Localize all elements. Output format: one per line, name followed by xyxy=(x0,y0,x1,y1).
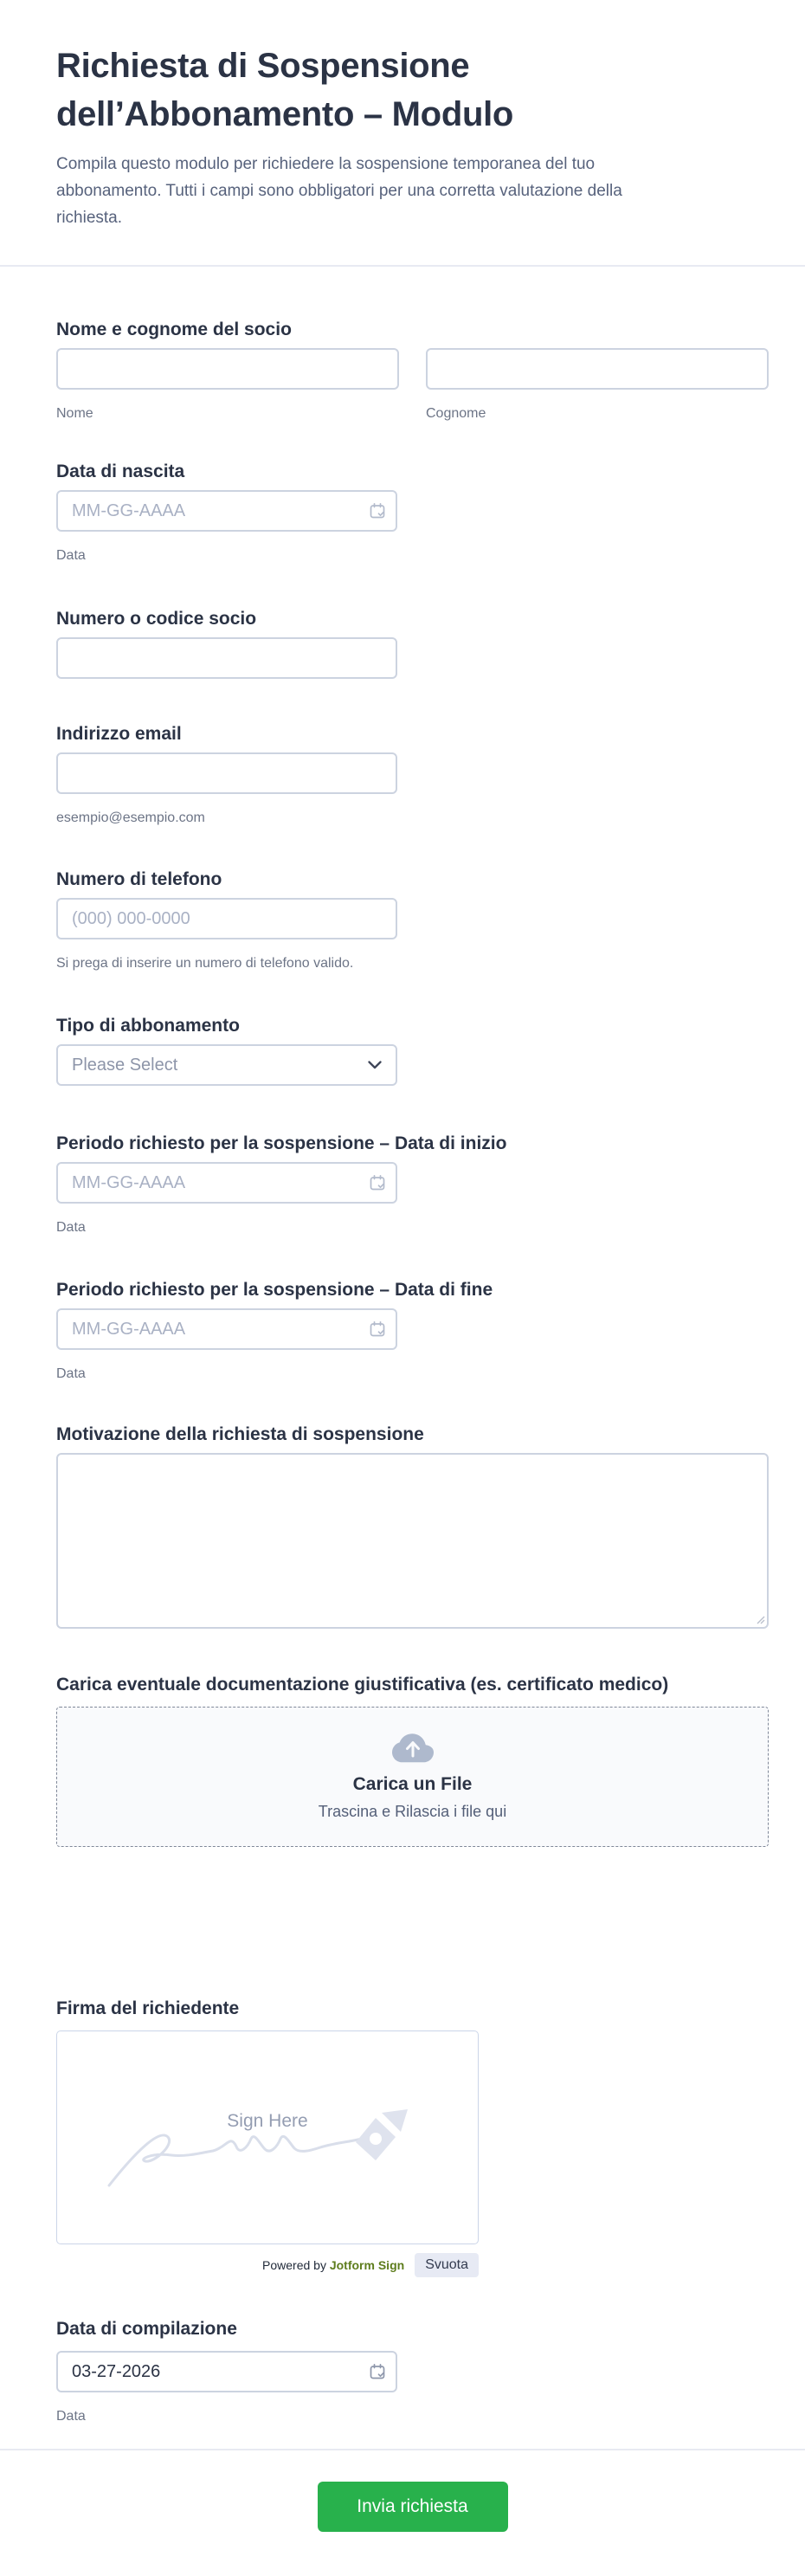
phone-sublabel: Si prega di inserire un numero di telefono valido. xyxy=(56,956,354,971)
reason-label: Motivazione della richiesta di sospensione xyxy=(56,1424,424,1444)
upload-title: Carica un File xyxy=(352,1774,473,1794)
first-name-input[interactable] xyxy=(56,348,399,390)
full-name-label: Nome e cognome del socio xyxy=(56,320,292,339)
email-field[interactable] xyxy=(56,752,397,794)
page-title: Richiesta di Sospensione dell’Abbonamento – Modulo xyxy=(56,47,514,133)
upload-hint: Trascina e Rilascia i file qui xyxy=(318,1803,507,1820)
birthdate-label: Data di nascita xyxy=(56,462,185,481)
form-description-line: Compila questo modulo per richiedere la sospensione temporanea del tuo xyxy=(56,155,596,173)
start-date-sublabel: Data xyxy=(56,1220,86,1235)
last-name-sublabel: Cognome xyxy=(426,406,486,421)
subscription-type-select[interactable] xyxy=(56,1044,397,1086)
form-header xyxy=(0,0,805,267)
jotform-sign-brand: Jotform Sign xyxy=(329,2258,405,2272)
member-code-label: Numero o codice socio xyxy=(56,609,257,629)
end-date-sublabel: Data xyxy=(56,1366,86,1381)
field-signature xyxy=(56,1998,769,2277)
file-dropzone[interactable] xyxy=(56,1707,769,1847)
email-label: Indirizzo email xyxy=(56,724,182,744)
field-phone xyxy=(56,868,769,972)
calendar-icon[interactable] xyxy=(369,1174,386,1191)
start-date-input[interactable] xyxy=(56,1162,397,1204)
form-description-line: richiesta. xyxy=(56,209,123,227)
field-start-date xyxy=(56,1133,769,1236)
end-date-label: Periodo richiesto per la sospensione – Data di fine xyxy=(56,1280,493,1300)
member-code-input[interactable] xyxy=(56,637,397,679)
signature-placeholder-art xyxy=(57,2031,480,2245)
fill-date-input[interactable] xyxy=(56,2351,397,2392)
form-body xyxy=(0,319,805,2425)
calendar-icon[interactable] xyxy=(369,1320,386,1338)
chevron-down-icon xyxy=(368,1061,382,1069)
field-subscription-type xyxy=(56,1015,769,1086)
calendar-icon[interactable] xyxy=(369,2363,386,2380)
clear-signature-button[interactable]: Svuota xyxy=(415,2253,479,2277)
field-upload xyxy=(56,1674,769,1847)
subscription-type-selected-value: Please Select xyxy=(72,1055,178,1075)
calendar-icon[interactable] xyxy=(369,502,386,520)
last-name-input[interactable] xyxy=(426,348,769,390)
submit-button[interactable]: Invia richiesta xyxy=(318,2482,508,2532)
field-email xyxy=(56,723,769,827)
field-member-code xyxy=(56,608,769,679)
powered-by-text: Powered by xyxy=(262,2258,326,2272)
end-date-input[interactable] xyxy=(56,1308,397,1350)
field-birthdate xyxy=(56,461,769,565)
sign-here-placeholder: Sign Here xyxy=(227,2111,308,2131)
form-description xyxy=(56,151,769,231)
fill-date-label: Data di compilazione xyxy=(56,2319,237,2339)
field-end-date xyxy=(56,1279,769,1383)
first-name-sublabel: Nome xyxy=(56,406,93,421)
subscription-type-label: Tipo di abbonamento xyxy=(56,1016,240,1036)
phone-input[interactable] xyxy=(56,898,397,939)
email-sublabel: esempio@esempio.com xyxy=(56,810,205,825)
fill-date-sublabel: Data xyxy=(56,2409,86,2424)
powered-by-jotform-sign xyxy=(262,2258,404,2272)
phone-label: Numero di telefono xyxy=(56,869,222,889)
cloud-upload-icon xyxy=(392,1733,434,1764)
birthdate-input[interactable] xyxy=(56,490,397,532)
field-reason xyxy=(56,1424,769,1629)
form-description-line: abbonamento. Tutti i campi sono obbligatori per una corretta valutazione della xyxy=(56,182,622,200)
reason-textarea[interactable] xyxy=(56,1453,769,1629)
birthdate-sublabel: Data xyxy=(56,548,86,563)
submit-section xyxy=(0,2449,805,2576)
signature-pad[interactable] xyxy=(56,2030,479,2244)
upload-label: Carica eventuale documentazione giustificativa (es. certificato medico) xyxy=(56,1675,669,1695)
field-fill-date xyxy=(56,2318,769,2425)
start-date-label: Periodo richiesto per la sospensione – Data di inizio xyxy=(56,1133,507,1153)
signature-label: Firma del richiedente xyxy=(56,1998,240,2018)
field-full-name xyxy=(56,319,769,423)
